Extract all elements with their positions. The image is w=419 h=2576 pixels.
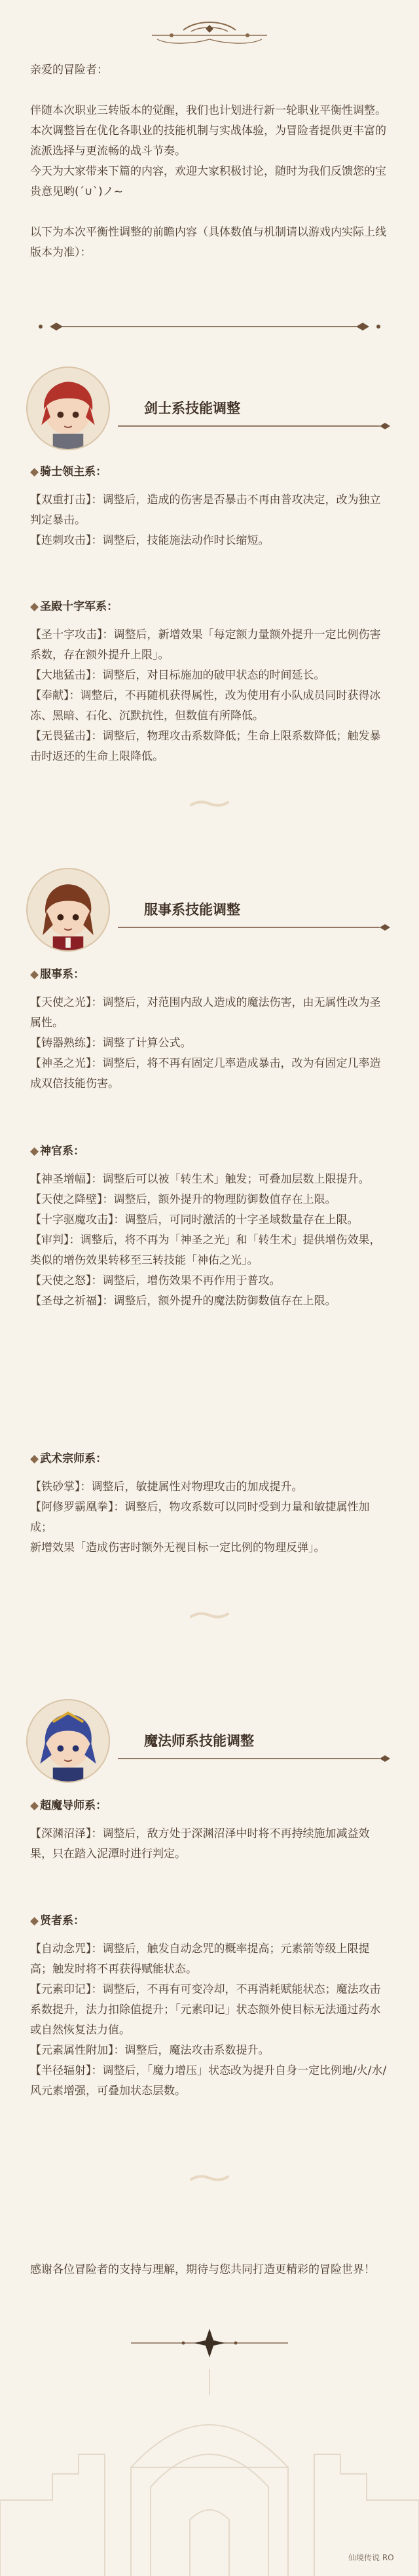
sage-title: ◆ 超魔导师系： [30, 1799, 107, 1812]
intro-section [30, 60, 389, 263]
swordsman-title: 剑士系技能调整 [144, 401, 240, 416]
header-underline [118, 1754, 393, 1763]
monk-section [30, 965, 389, 1094]
closing-text: 感谢各位冒险者的支持与理解，期待与您共同打造更精彩的冒险世界！ [30, 2263, 375, 2276]
skill-entry: 【连刺攻击】：调整后，技能施法动作时长缩短。 [30, 534, 270, 547]
squiggle-separator [190, 2173, 229, 2183]
skill-entry: 【阿修罗霸凰拳】：调整后，物攻系数可以同时受到力量和敏捷属性加成； [30, 1501, 370, 1534]
intro-paragraph-1: 伴随本次职业三转版本的觉醒，我们也计划进行新一轮职业平衡性调整。本次调整旨在优化各职业的技能机制与实战体验，为冒险者提供更丰富的流派选择与更流畅的战斗节奏。 [30, 104, 386, 158]
mage-avatar [26, 1699, 110, 1783]
logo [346, 2543, 411, 2569]
skill-entry: 【圣母之祈福】：调整后，额外提升的魔法防御数值存在上限。 [30, 1295, 337, 1308]
acolyte-title: 服事系技能调整 [144, 902, 240, 918]
scholar-section [30, 1911, 389, 2102]
skill-entry: 【无畏猛击】：调整后，物理攻击系数降低；生命上限系数降低；触发暴击时返还的生命上限降低。 [30, 730, 381, 763]
acolyte-portrait-icon [27, 869, 109, 950]
diamond-icon: ◆ [30, 1145, 39, 1158]
logo-text: 仙境传说 RO [348, 2553, 394, 2562]
skill-entry: 【神圣增幅】：调整后可以被「转生术」触发；可叠加层数上限提升。 [30, 1173, 370, 1186]
diamond-icon: ◆ [30, 1799, 39, 1812]
squiggle-separator [190, 1610, 229, 1620]
squiggle-separator [190, 798, 229, 809]
acolyte-avatar [26, 868, 110, 952]
monk-title: ◆ 服事系： [30, 968, 85, 981]
sage-section [30, 1796, 389, 1865]
diamond-icon: ◆ [30, 1452, 39, 1465]
skill-entry: 【神圣之光】：调整后，将不再有固定几率造成暴击，改为有固定几率造成双倍技能伤害。 [30, 1057, 381, 1090]
skill-entry: 新增效果「造成伤害时额外无视目标一定比例的物理反弹」。 [30, 1541, 325, 1554]
skill-entry: 【铸器熟练】：调整了计算公式。 [30, 1037, 192, 1050]
diamond-icon: ◆ [30, 600, 39, 613]
martial-section [30, 1449, 389, 1558]
skill-entry: 【奉献】：调整后，不再随机获得属性，改为使用有小队成员同时获得冰冻、黑暗、石化、沉默抗性，但数值有所降低。 [30, 689, 381, 723]
skill-entry: 【元素印记】：调整后，不再有可变冷却，不再消耗赋能状态；魔法攻击系数提升，法力扣除值提升；「元素印记」状态额外使目标无法通过药水或自然恢复法力值。 [30, 1983, 381, 2037]
skill-entry: 【圣十字攻击】：调整后，新增效果「每定额力量额外提升一定比例伤害系数，存在额外提升上限」。 [30, 628, 381, 662]
skill-entry: 【双重打击】：调整后，造成的伤害是否暴击不再由普攻决定，改为独立判定暴击。 [30, 493, 381, 527]
mage-header [26, 1699, 393, 1784]
header-underline [118, 421, 393, 431]
priest-section [30, 1141, 389, 1312]
mage-title: 魔法师系技能调整 [144, 1733, 254, 1749]
mage-portrait-icon [27, 1700, 109, 1781]
diamond-icon: ◆ [30, 1914, 39, 1927]
diamond-icon: ◆ [30, 465, 39, 478]
diamond-icon: ◆ [30, 968, 39, 981]
header-underline [118, 923, 393, 932]
paladin-title: ◆ 圣殿十字军系： [30, 600, 118, 613]
swordsman-portrait-icon [27, 368, 109, 449]
knight-section [30, 462, 389, 551]
priest-title: ◆ 神官系： [30, 1145, 85, 1158]
section-divider [30, 317, 389, 336]
skill-entry: 【深渊沼泽】：调整后，敌方处于深渊沼泽中时将不再持续施加减益效果，只在踏入泥潭时进行判定。 [30, 1827, 370, 1861]
intro-paragraph-3: 以下为本次平衡性调整的前瞻内容（具体数值与机制请以游戏内实际上线版本为准）： [30, 226, 386, 259]
paladin-section [30, 597, 389, 767]
swordsman-header [26, 367, 393, 452]
skill-entry: 【铁砂掌】：调整后，敏捷属性对物理攻击的加成提升。 [30, 1480, 303, 1494]
skill-entry: 【自动念咒】：调整后，触发自动念咒的概率提高；元素箭等级上限提高；触发时将不再获得赋能状态。 [30, 1942, 370, 1976]
skill-entry: 【天使之怒】：调整后，增伤效果不再作用于普攻。 [30, 1274, 281, 1287]
intro-paragraph-2: 今天为大家带来下篇的内容，欢迎大家积极讨论，随时为我们反馈您的宝贵意见哟(´∪`)ノ~ [30, 165, 386, 198]
skill-entry: 【半径辐射】：调整后，「魔力增压」状态改为提升自身一定比例地/火/水/风元素增强，可叠加状态层数。 [30, 2064, 387, 2098]
skill-entry: 【审判】：调整后，将不再为「神圣之光」和「转生术」提供增伤效果，类似的增伤效果转移至三转技能「神佑之光」。 [30, 1234, 381, 1267]
skill-entry: 【十字驱魔攻击】：调整后，可同时激活的十字圣域数量存在上限。 [30, 1213, 359, 1226]
skill-entry: 【大地猛击】：调整后，对目标施加的破甲状态的时间延长。 [30, 669, 325, 682]
skill-entry: 【元素属性附加】：调整后，魔法攻击系数提升。 [30, 2044, 270, 2057]
skill-entry: 【天使之降壁】：调整后，额外提升的物理防御数值存在上限。 [30, 1193, 337, 1206]
acolyte-header [26, 868, 393, 953]
skill-entry: 【天使之光】：调整后，对范围内敌人造成的魔法伤害，由无属性改为圣属性。 [30, 996, 381, 1029]
greeting: 亲爱的冒险者： [30, 63, 108, 77]
martial-title: ◆ 武术宗师系： [30, 1452, 107, 1465]
knight-title: ◆ 骑士领主系： [30, 465, 107, 478]
top-ornament [0, 0, 419, 52]
scholar-title: ◆ 贤者系： [30, 1914, 85, 1927]
swordsman-avatar [26, 367, 110, 450]
